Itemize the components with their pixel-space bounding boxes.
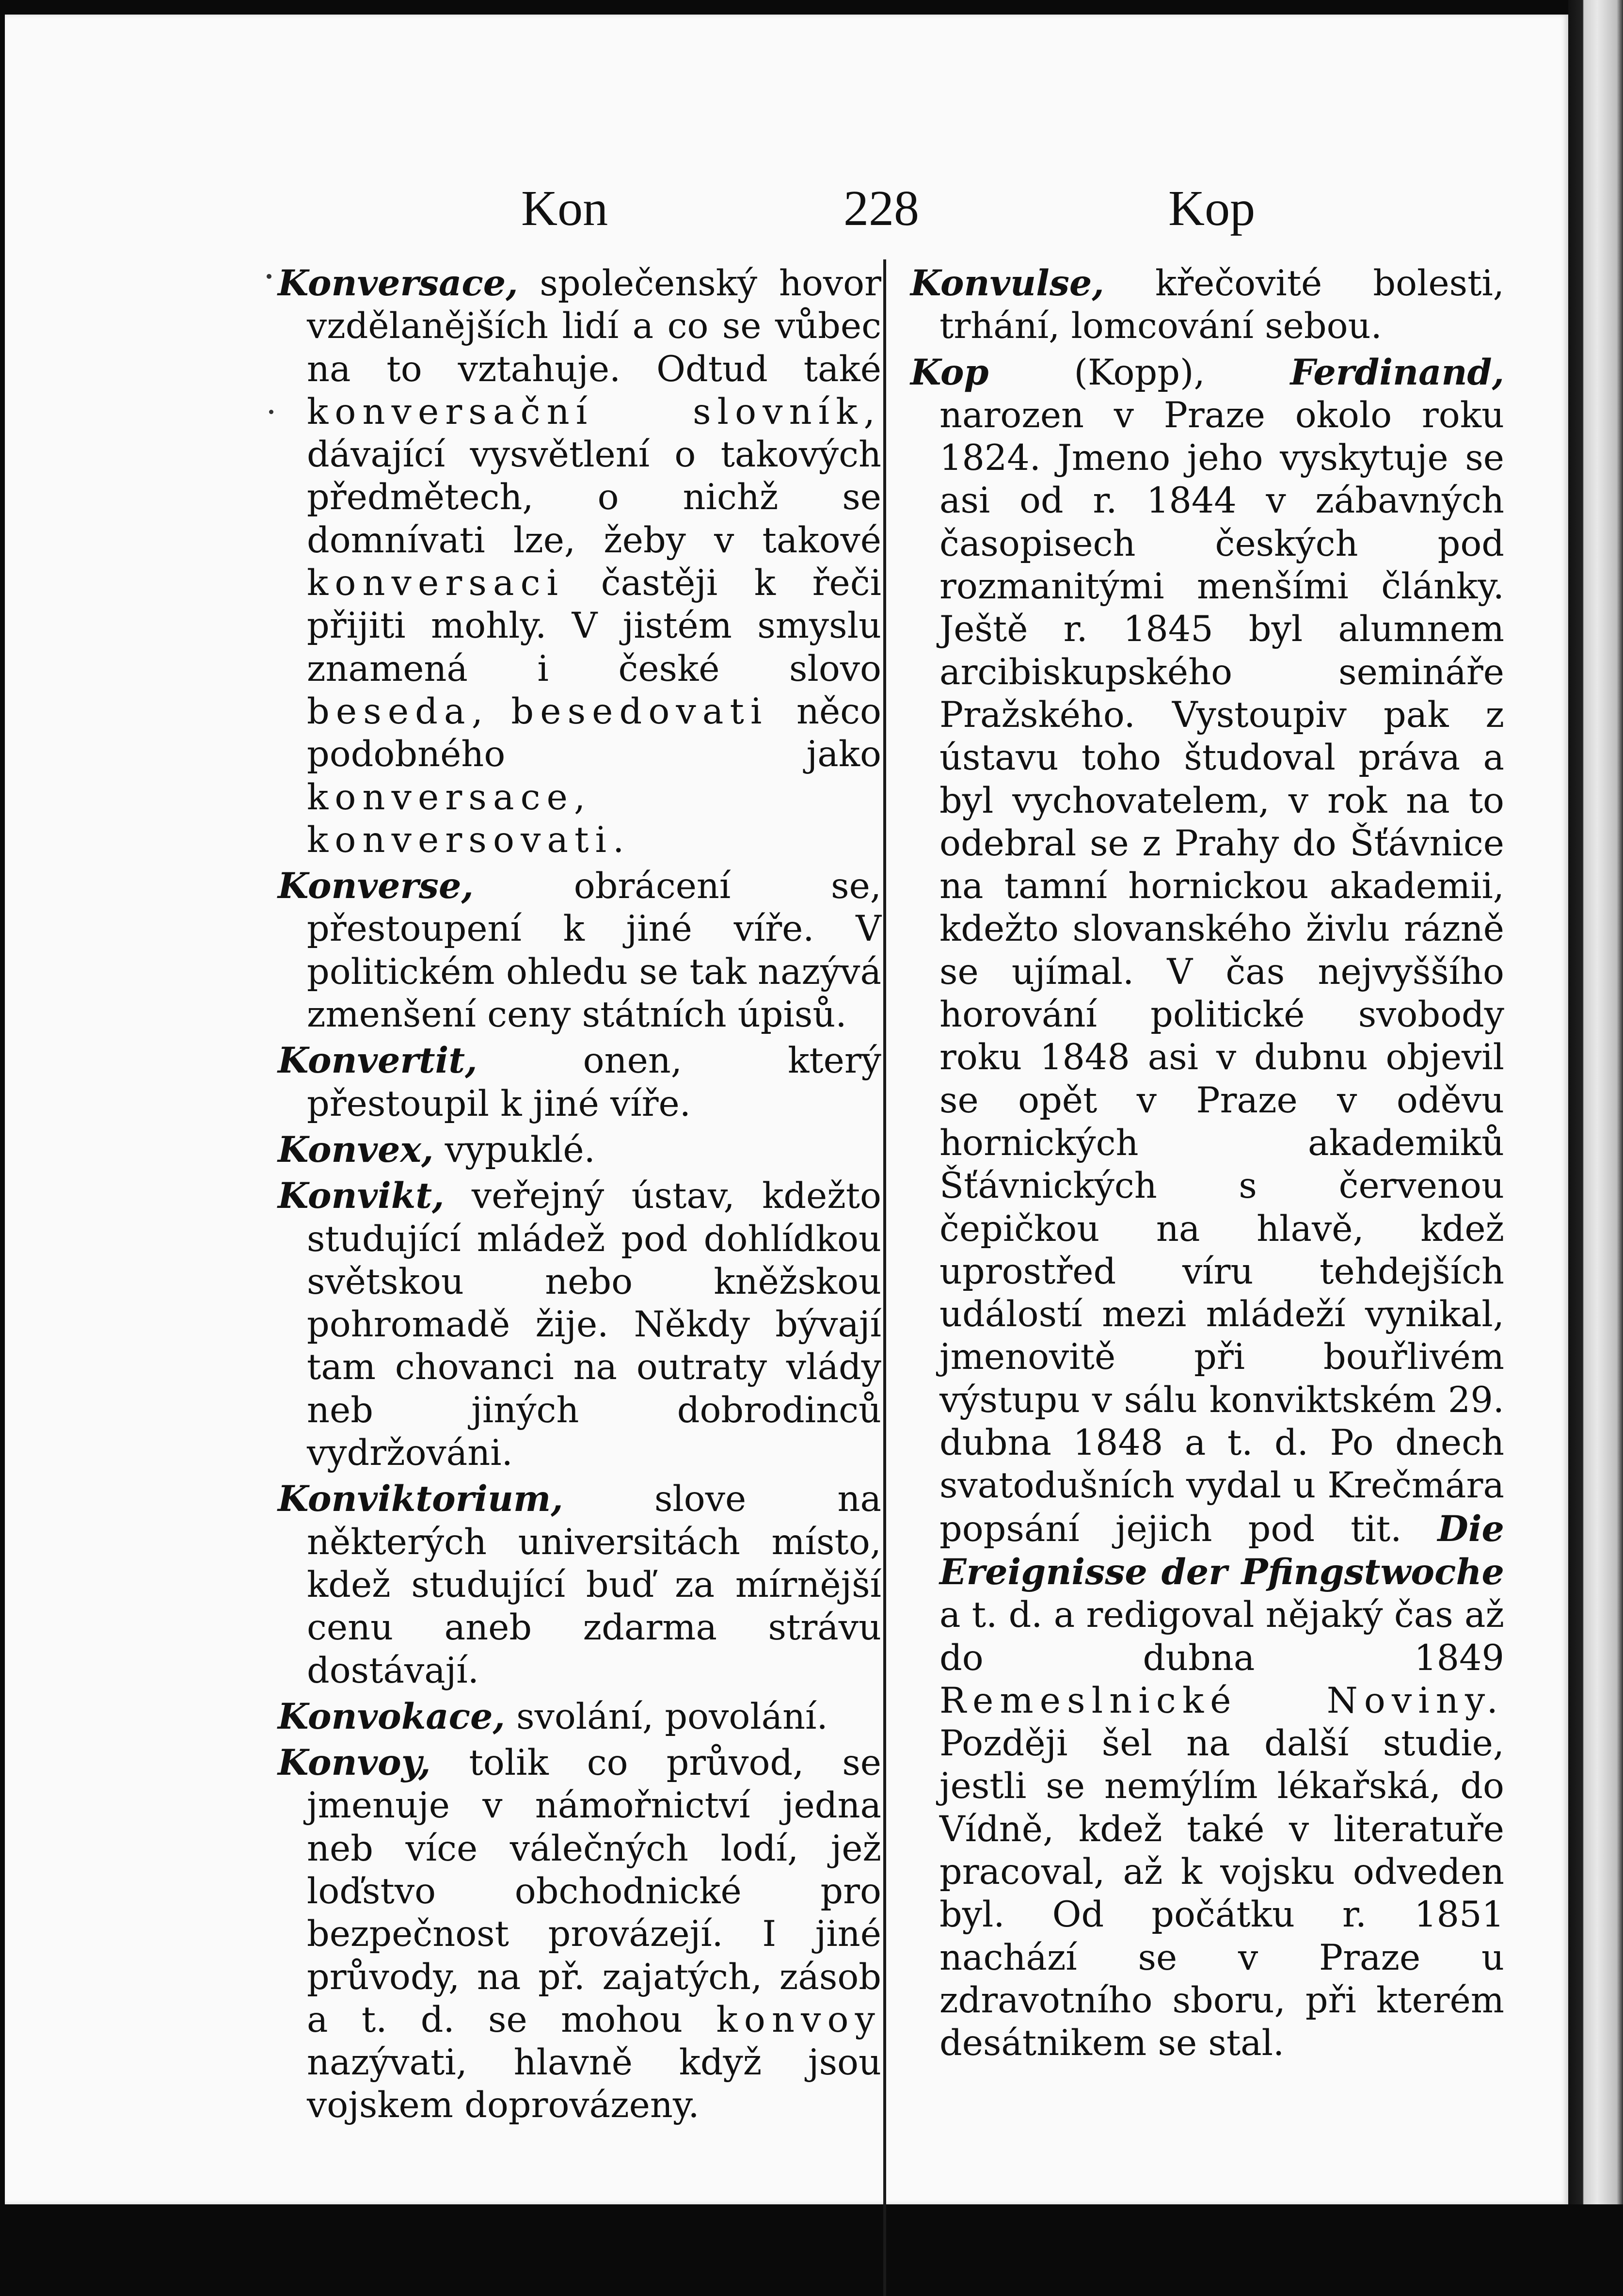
right-column <box>910 262 1504 2068</box>
entry-headword: Konvikt, <box>278 1175 445 1217</box>
entry-headword: Konverse, <box>278 865 474 907</box>
spaced-term: konversaci <box>307 562 565 604</box>
entry-headword: Konvoy, <box>278 1742 431 1784</box>
header-left-word: Kon <box>521 180 608 236</box>
entry-text: onen, který přestoupil k jiné víře. <box>307 1040 881 1124</box>
entry-text: častěji k řeči přijiti mohly. V jistém smyslu znamená i české slovo <box>307 562 881 690</box>
entry-text: společenský hovor vzdělanějších lidí a co se vůbec na to vztahuje. Odtud také <box>307 263 881 390</box>
entry-text: Později šel na další studie, jestli se nemýlím lékařská, do Vídně, kdež také v literatuře pracoval, až k vojsku odveden byl. Od počátku r. 1851 nachází se v Praze u zdravotního sboru, při kterém desátnikem se stal. <box>939 1723 1504 2064</box>
entry-text: dávající vysvětlení o takových předmětech, o nichž se domnívati lze, žeby v takové <box>307 434 881 561</box>
spaced-term: beseda <box>307 690 472 732</box>
entry-headword: Konvulse, <box>910 262 1104 304</box>
entry-headword: Konvokace, <box>278 1695 505 1737</box>
entry-text: a t. d. a redigoval nějaký čas až do dubna 1849 <box>939 1594 1504 1679</box>
entry-text: narozen v Praze okolo roku 1824. Jmeno jeho vyskytuje se asi od r. 1844 v zábavných časopisech českých pod rozmanitými menšími články. Ještě r. 1845 byl alumnem arcibiskupského semináře Pražského. Vystoupiv pak z ústavu toho študoval práva a byl vychovatelem, v rok na to odebral se z Prahy do Šťávnice na tamní hornickou akademii, kdežto slovanského živlu rázně se ujímal. V čas nejvyššího horování politické svobody roku 1848 asi v dubnu objevil se opět v Praze v oděvu hornických akademiků Šťávnických s červenou čepičkou na hlavě, kdež uprostřed víru tehdejších událostí mezi mládeží vynikal, jmenovitě při bouřlivém výstupu v sálu konviktském 29. dubna 1848 a t. d. Po dnech svatodušních vydal u Krečmára popsání jejich pod tit. <box>939 394 1504 1550</box>
italic-name: Ferdinand, <box>1290 351 1504 393</box>
left-column <box>278 262 881 2130</box>
entry-text: vypuklé. <box>433 1129 595 1171</box>
book-page <box>5 15 1568 2204</box>
entry-headword: Konvex, <box>278 1128 434 1171</box>
ink-speck <box>267 274 271 279</box>
page-number: 228 <box>843 180 919 236</box>
ink-speck <box>269 410 273 414</box>
entry-text: (Kopp), <box>988 352 1290 393</box>
page-edge <box>1568 0 1623 2204</box>
spaced-term: konversace, konversovati. <box>307 776 631 861</box>
entry-text: něco podobného jako <box>307 690 881 775</box>
dictionary-entry <box>278 1128 881 1172</box>
entry-headword: Konversace, <box>278 262 518 304</box>
fraktur-title: Die Ereignisse der Pfingstwoche <box>939 1508 1504 1593</box>
column-divider <box>883 259 886 2296</box>
entry-headword: Kop <box>910 351 989 393</box>
entry-text: slove na některých universitách místo, kdež studující buď za mírnější cenu aneb zdarma strávu dostávají. <box>307 1478 881 1691</box>
dictionary-entry <box>278 865 881 1036</box>
dictionary-entry <box>910 351 1504 2065</box>
entry-text: obrácení se, přestoupení k jiné víře. V politickém ohledu se tak nazývá zmenšení ceny státních úpisů. <box>307 866 881 1036</box>
entry-text: veřejný ústav, kdežto studující mládež pod dohlídkou světskou nebo kněžskou pohromadě žije. Někdy bývají tam chovanci na outraty vlády neb jiných dobrodinců vydržováni. <box>307 1175 881 1474</box>
entry-headword: Konvertit, <box>278 1040 477 1082</box>
entry-text: , <box>471 690 511 732</box>
running-header <box>5 179 1568 247</box>
header-right-word: Kop <box>1168 180 1256 236</box>
dictionary-entry <box>278 262 881 862</box>
spaced-term: Remeslnické Noviny. <box>939 1680 1504 1721</box>
dictionary-entry <box>278 1477 881 1692</box>
spaced-term: konversační slovník, <box>307 391 881 433</box>
dictionary-entry <box>910 262 1504 348</box>
entry-text: tolik co průvod, se jmenuje v námořnictví jedna neb více válečných lodí, jež loďstvo obchodnické pro bezpečnost provázejí. I jiné průvody, na př. zajatých, zásob a t. d. se mohou <box>307 1742 881 2040</box>
dictionary-entry <box>278 1741 881 2127</box>
entry-headword: Konviktorium, <box>278 1478 563 1520</box>
spaced-term: konvoy <box>716 1999 881 2040</box>
entry-text: svolání, povolání. <box>505 1696 828 1737</box>
dictionary-entry <box>278 1174 881 1475</box>
spaced-term: besedovati <box>511 690 768 732</box>
entry-text: křečovité bolesti, trhání, lomcování sebou. <box>939 263 1504 347</box>
entry-text: nazývati, hlavně když jsou vojskem doprovázeny. <box>307 2042 881 2126</box>
dictionary-entry <box>278 1695 881 1738</box>
dictionary-entry <box>278 1039 881 1125</box>
